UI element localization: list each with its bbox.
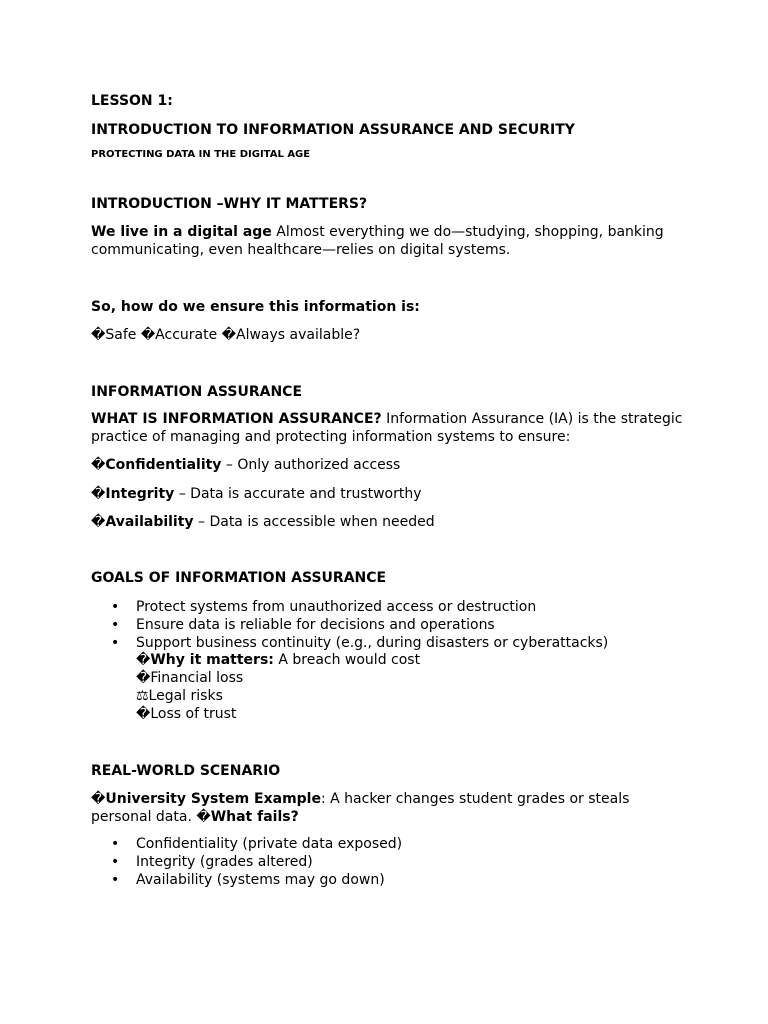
scenario-list <box>91 835 691 889</box>
intro-lead-text: Almost everything we do—studying, shopping, banking communicating, even healthcare—relies on digital systems. <box>91 224 664 258</box>
list-item: • Integrity (grades altered) <box>91 853 691 871</box>
clock-icon: � <box>91 514 106 530</box>
list-item: • Confidentiality (private data exposed) <box>91 835 691 853</box>
goals-list <box>91 598 691 652</box>
intro-heading: INTRODUCTION –WHY IT MATTERS? <box>91 196 368 212</box>
ia-item-availability <box>91 513 691 531</box>
list-item: • Protect systems from unauthorized access or destruction <box>91 598 691 616</box>
list-item: • Ensure data is reliable for decisions and operations <box>91 616 691 634</box>
ia-item-integrity <box>91 485 691 503</box>
list-item: • Availability (systems may go down) <box>91 871 691 889</box>
ia-item-desc: – Only authorized access <box>221 457 401 473</box>
ia-item-term: Availability <box>105 514 194 530</box>
list-item: • Support business continuity (e.g., during disasters or cyberattacks) <box>91 634 691 652</box>
cost-loss-of-trust: �Loss of trust <box>136 706 237 722</box>
ia-item-desc: – Data is accessible when needed <box>193 514 435 530</box>
intro-paragraph <box>91 223 691 259</box>
why-it-matters-block <box>91 651 736 723</box>
check-icon: � <box>91 486 106 502</box>
warning-icon: � <box>136 652 151 668</box>
scenario-example-bold: University System Example <box>105 791 321 807</box>
scenario-fails-bold: What fails? <box>210 809 299 825</box>
scenario-example-text: : A hacker changes student grades or steals personal data. <box>91 791 630 825</box>
page-title: INTRODUCTION TO INFORMATION ASSURANCE AND SECURITY <box>91 122 575 138</box>
scenario-paragraph <box>91 790 691 826</box>
cross-icon: � <box>196 809 211 825</box>
why-it-matters-line <box>136 651 736 669</box>
scenario-heading: REAL-WORLD SCENARIO <box>91 763 281 779</box>
intro-lead-bold: We live in a digital age <box>91 224 272 240</box>
cost-financial-loss: �Financial loss <box>136 670 244 686</box>
ia-item-term: Confidentiality <box>105 457 222 473</box>
goals-heading: GOALS OF INFORMATION ASSURANCE <box>91 570 387 586</box>
lock-icon: � <box>91 457 106 473</box>
ia-item-desc: – Data is accurate and trustworthy <box>174 486 422 502</box>
ia-heading: INFORMATION ASSURANCE <box>91 384 303 400</box>
intro-question: So, how do we ensure this information is: <box>91 299 420 315</box>
school-icon: � <box>91 791 106 807</box>
ia-item-confidentiality <box>91 456 691 474</box>
ia-definition-text: Information Assurance (IA) is the strategic practice of managing and protecting information systems to ensure: <box>91 411 683 445</box>
intro-qualities: �Safe �Accurate �Always available? <box>91 327 361 343</box>
why-it-matters-text: A breach would cost <box>273 652 421 668</box>
lesson-label: LESSON 1: <box>91 93 173 109</box>
why-it-matters-bold: Why it matters: <box>150 652 274 668</box>
ia-definition <box>91 410 691 446</box>
cost-legal-risks: ⚖Legal risks <box>136 688 223 704</box>
page-subtitle: PROTECTING DATA IN THE DIGITAL AGE <box>91 149 311 160</box>
ia-definition-bold: WHAT IS INFORMATION ASSURANCE? <box>91 411 382 427</box>
ia-item-term: Integrity <box>105 486 175 502</box>
